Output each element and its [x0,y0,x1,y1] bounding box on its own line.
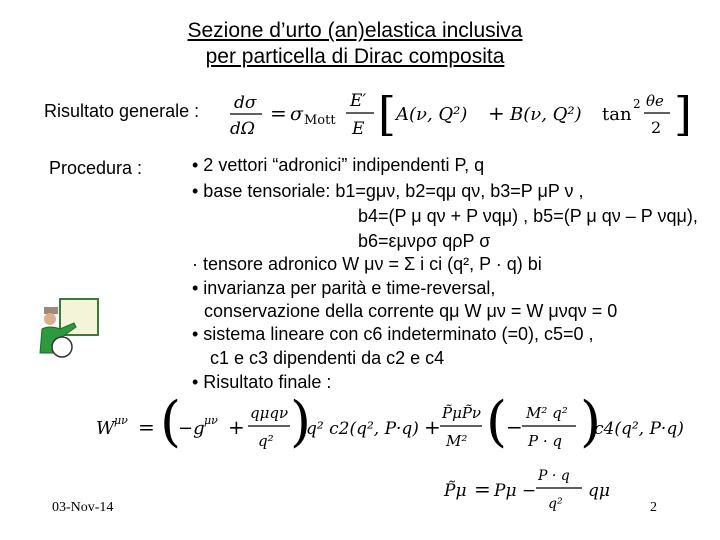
minus-sign: − [506,415,523,439]
tensor-basis-continuation-2: b6=εμνρσ qρP σ [358,231,491,251]
theta-den: 2 [651,118,662,137]
footer-date: 03-Nov-14 [52,500,114,515]
page-number: 2 [650,500,657,515]
slide-title [0,18,710,70]
general-result-label: Risultato generale : [44,101,200,121]
mott-subscript: Mott [304,113,336,128]
paren-close-1: ) [290,390,312,453]
dsigma-num: dσ [234,93,257,113]
bullet-independent-vectors: • 2 vettori “adronici” indipendenti P, q [192,155,485,175]
final-formula-svg [90,392,696,524]
pq-frac-den: q² [548,496,563,512]
pq-den: P · q [528,432,562,450]
minus-g-term: −g [178,418,205,439]
final-formula [90,392,696,524]
c4-term: c4(q², P·q) [594,419,684,439]
general-formula-svg [226,86,692,141]
plus-1: + [228,415,245,439]
final-equals: = [138,415,155,439]
hat-shape [44,307,58,314]
procedure-label: Procedura : [49,158,143,178]
invariance-continuation: conservazione della corrente qμ W μν = W μνqν = 0 [204,301,618,321]
bullet-tensor-basis: • base tensoriale: b1=gμν, b2=qμ qν, b3=P μP ν , [192,181,584,201]
ptilde-def-p: Pμ − [494,481,537,501]
general-formula [226,86,692,141]
w-symbol: W [96,418,115,439]
qmuqnu-num: qμqν [250,404,289,422]
teacher-clipart-svg [38,295,100,357]
title-line-1: Sezione d’urto (an)elastica inclusiva [187,19,523,42]
bullet-linear-system: • sistema lineare con c6 indeterminato (=0), c5=0 , [192,324,594,344]
qmu-term: qμ [588,481,610,501]
bullet-hadronic-tensor: · tensore adronico W μν = Σ i ci (q², P · q) bi [192,254,542,274]
paren-open-2: ( [486,390,508,453]
ptilde-def-lhs: P̃μ [444,481,467,501]
w-superscript: μν [114,414,128,427]
plus-sign: + [488,101,505,125]
ptilde-num: P̃μP̃ν [442,404,482,422]
theta-num: θe [646,92,664,110]
title-line-2: per particella di Dirac composita [205,45,505,68]
tan-function: tan [602,104,632,125]
head-shape [44,313,56,325]
e-prime-num: E′ [350,91,367,111]
ptilde-def-equals: = [474,477,491,501]
c2-term: q² c2(q², P·q) [306,419,419,439]
q2-den: q² [258,432,274,450]
g-superscript: μν [204,414,218,427]
right-bracket: ] [674,87,692,141]
bullet-invariance: • invarianza per parità e time-reversal, [192,278,496,298]
equals-sign: = [270,101,287,125]
teacher-clipart [38,295,100,357]
clock-shape [52,337,72,357]
bullet-final-result: • Risultato finale : [192,372,332,392]
left-bracket: [ [378,87,396,141]
pq-frac-num: P · q [538,468,570,484]
domega-den: dΩ [230,119,255,139]
sigma-symbol: σ [290,103,303,125]
a-term: A(ν, Q²) [396,104,468,125]
tan-exponent: 2 [633,97,641,111]
paren-open-1: ( [160,390,182,453]
linear-system-continuation: c1 e c3 dipendenti da c2 e c4 [210,348,445,368]
tensor-basis-continuation-1: b4=(P μ qν + P νqμ) , b5=(P μ qν – P νqμ), [358,206,698,226]
plus-2: + [424,415,441,439]
m2-num: M² q² [526,404,568,422]
paren-close-2: ) [580,390,602,453]
m2-den: M² [446,432,468,450]
b-term: B(ν, Q²) [510,104,582,125]
e-den: E [352,119,365,139]
